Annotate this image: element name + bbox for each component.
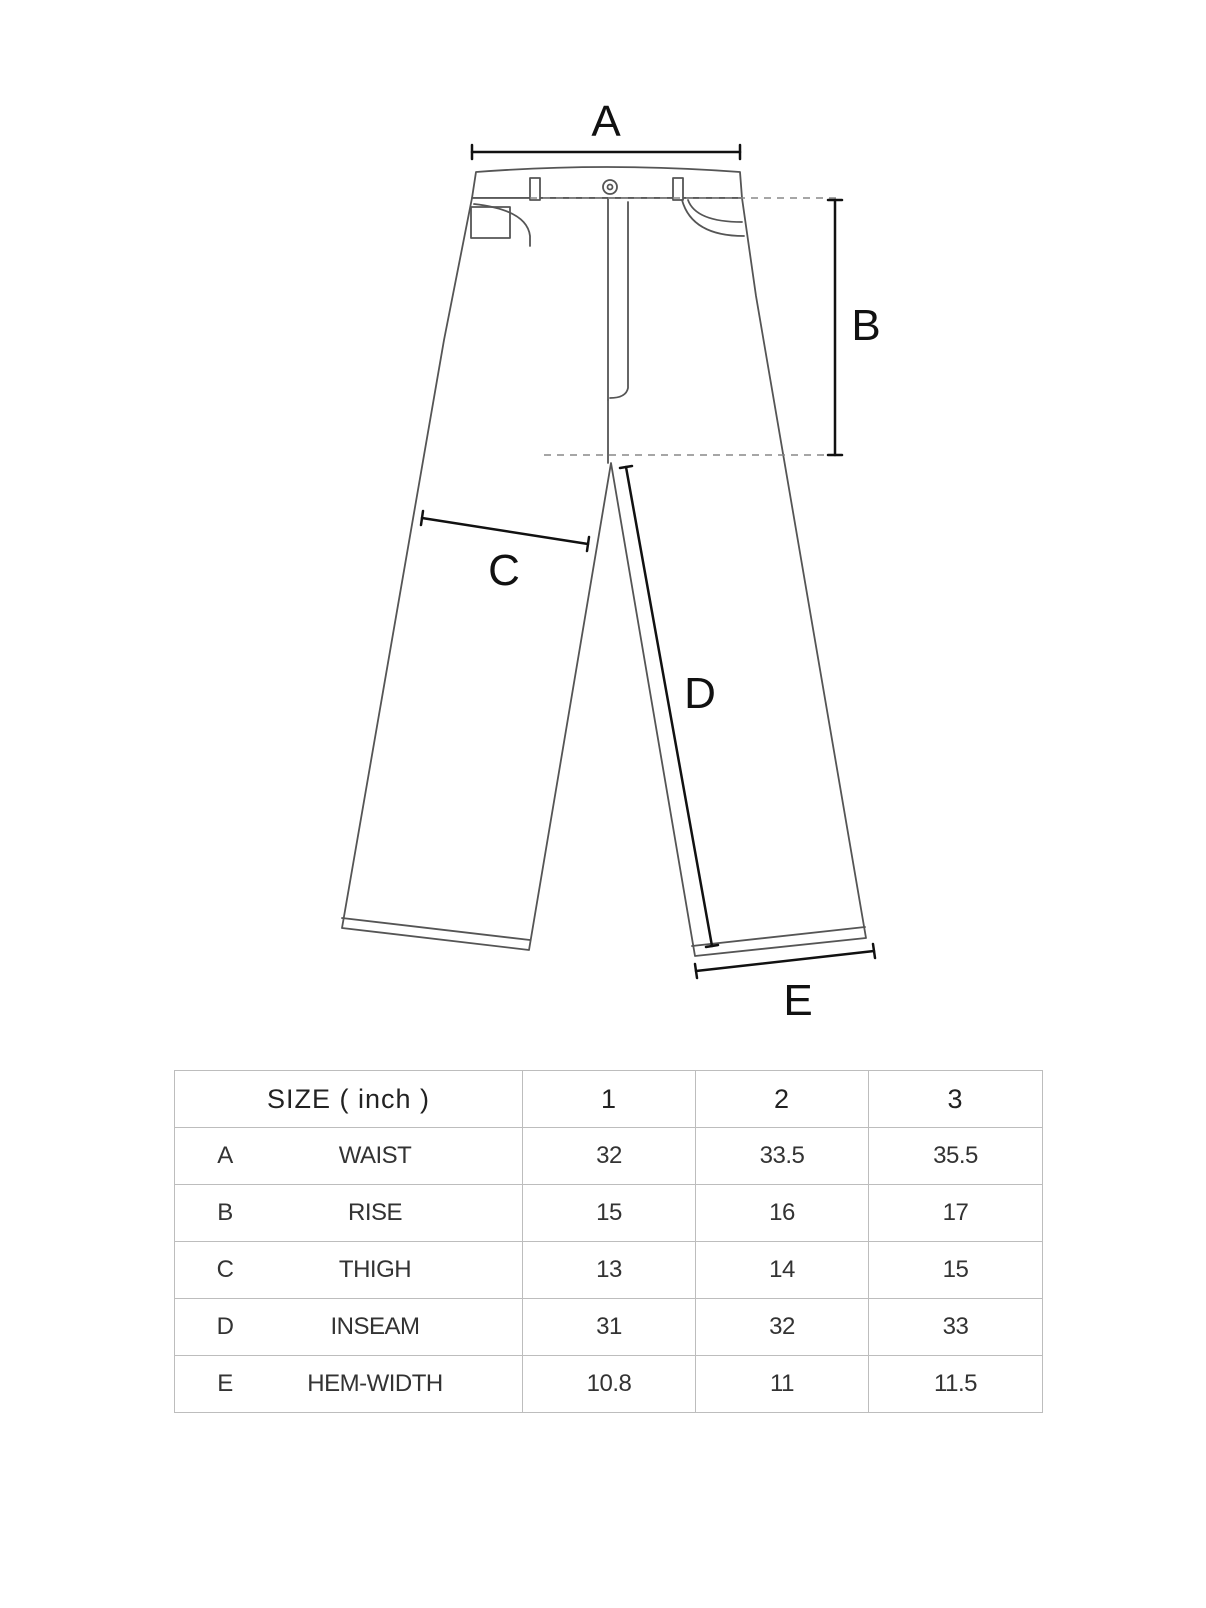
measurement-code: B	[217, 1199, 233, 1226]
measurement-cell	[175, 1242, 523, 1299]
size-column-header: 3	[869, 1071, 1043, 1128]
measurement-cell	[175, 1299, 523, 1356]
size-column-header: 1	[523, 1071, 696, 1128]
pants-outline	[342, 198, 866, 956]
size-table	[174, 1070, 1043, 1413]
measurement-name: THIGH	[338, 1256, 412, 1283]
measurement-cell	[175, 1185, 523, 1242]
value-cell: 32	[523, 1128, 696, 1185]
belt-loop-right	[673, 178, 683, 200]
table-header-row	[175, 1071, 1043, 1128]
table-row	[175, 1242, 1043, 1299]
measurement-code: E	[217, 1370, 233, 1397]
measurement-name: HEM-WIDTH	[307, 1370, 443, 1397]
value-cell: 16	[696, 1185, 869, 1242]
table-row	[175, 1356, 1043, 1413]
measurement-code: D	[216, 1313, 234, 1340]
value-cell: 11.5	[869, 1356, 1043, 1413]
value-cell: 11	[696, 1356, 869, 1413]
dim-label-e: E	[783, 976, 813, 1025]
dim-label-d: D	[684, 669, 716, 718]
value-cell: 35.5	[869, 1128, 1043, 1185]
measurement-cell	[175, 1128, 523, 1185]
value-cell: 14	[696, 1242, 869, 1299]
size-header-label: SIZE	[266, 1083, 331, 1114]
measurement-cell	[175, 1356, 523, 1413]
dim-label-b: B	[851, 301, 881, 350]
value-cell: 17	[869, 1185, 1043, 1242]
value-cell: 15	[523, 1185, 696, 1242]
dim-label-c: C	[488, 546, 520, 595]
value-cell: 33	[869, 1299, 1043, 1356]
value-cell: 31	[523, 1299, 696, 1356]
measurement-code: C	[216, 1256, 234, 1283]
belt-loop-left	[530, 178, 540, 200]
dim-line-e	[696, 951, 874, 971]
value-cell: 13	[523, 1242, 696, 1299]
table-row	[175, 1185, 1043, 1242]
value-cell: 33.5	[696, 1128, 869, 1185]
measurement-name: RISE	[347, 1199, 402, 1226]
measurement-code: A	[217, 1142, 233, 1169]
measurement-name: INSEAM	[330, 1313, 420, 1340]
size-column-header: 2	[696, 1071, 869, 1128]
size-header-cell	[175, 1071, 523, 1128]
value-cell: 10.8	[523, 1356, 696, 1413]
measurement-name: WAIST	[338, 1142, 412, 1169]
table-row	[175, 1299, 1043, 1356]
table-row	[175, 1128, 1043, 1185]
value-cell: 15	[869, 1242, 1043, 1299]
unit-label: ( inch )	[339, 1083, 431, 1114]
value-cell: 32	[696, 1299, 869, 1356]
dim-label-a: A	[591, 97, 621, 146]
